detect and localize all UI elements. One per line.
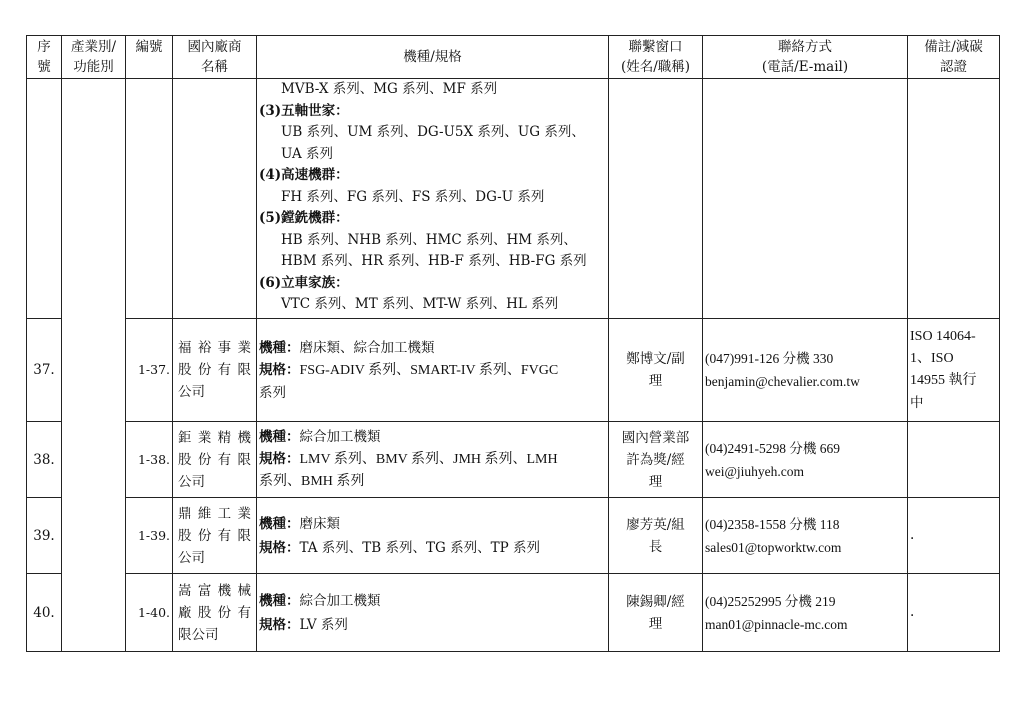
spec-label: 規格： [259, 451, 300, 467]
company-cell: 福裕事業 股份有限 公司 [173, 319, 257, 422]
model-label: 機種： [259, 592, 300, 609]
table-row [27, 422, 1000, 498]
note-cell [908, 574, 1000, 652]
models-cell [257, 319, 609, 422]
spec-value: LMV 系列、BMV 系列、JMH 系列、LMH [299, 452, 558, 467]
company-cell: 嵩富機械 廠股份有 限公司 [173, 574, 257, 652]
spec-line: MVB-X 系列、MG 系列、MF 系列 [281, 81, 498, 97]
email-link[interactable]: wei@jiuhyeh.com [705, 463, 805, 479]
spec-label: 規格： [259, 616, 300, 633]
spec-label: 規格： [259, 539, 300, 556]
spec-value-cont: 系列 [259, 384, 286, 401]
models-cell [257, 498, 609, 574]
spec-line: HBM 系列、HR 系列、HB-F 系列、HB-FG 系列 [281, 253, 587, 269]
header-seq: 序 號 [27, 36, 62, 79]
seq-cell: 37. [27, 319, 62, 422]
table-row [27, 574, 1000, 652]
model-value: 綜合加工機類 [299, 592, 381, 609]
code-cell: 1-37. [126, 319, 173, 422]
spec-label: 規格： [259, 361, 300, 378]
header-row [27, 36, 1000, 79]
email-link[interactable]: benjamin@chevalier.com.tw [705, 374, 860, 389]
spec-group-heading: (5)鏜銑機群： [259, 210, 349, 226]
header-contact: 聯絡方式 (電話/E-mail) [703, 36, 908, 79]
spec-line: UA 系列 [281, 145, 334, 162]
spec-value: TA 系列、TB 系列、TG 系列、TP 系列 [299, 539, 540, 556]
header-window: 聯繫窗口 (姓名/職稱) [609, 36, 703, 79]
industry-cell [62, 79, 126, 652]
table-row-continued [27, 79, 1000, 319]
spec-group-heading: (3)五軸世家： [259, 102, 349, 119]
window-cell: 國內營業部 許為獎/經 理 [609, 422, 703, 498]
spec-value-cont: 系列、BMH 系列 [259, 474, 365, 489]
company-cell: 鉅業精機 股份有限 公司 [173, 422, 257, 498]
window-cell: 廖芳英/組 長 [609, 498, 703, 574]
phone: (047)991-126 分機 330 [705, 351, 834, 366]
window-cell: 鄭博文/副 理 [609, 319, 703, 422]
note-mark: . [910, 604, 915, 620]
models-cell [257, 422, 609, 498]
note-cell [908, 498, 1000, 574]
spec-line: FH 系列、FG 系列、FS 系列、DG-U 系列 [281, 188, 545, 205]
spec-value: FSG-ADIV 系列、SMART-IV 系列、FVGC [299, 362, 559, 378]
contact-cell [703, 574, 908, 652]
header-industry: 產業別/ 功能別 [62, 36, 126, 79]
continued-models-cell [257, 79, 609, 319]
seq-cell: 39. [27, 498, 62, 574]
model-value: 磨床類 [299, 515, 340, 532]
company-cell: 鼎維工業 股份有限 公司 [173, 498, 257, 574]
code-cell: 1-38. [126, 422, 173, 498]
spec-group-heading: (6)立車家族： [259, 274, 349, 291]
model-label: 機種： [259, 429, 300, 445]
code-cell: 1-40. [126, 574, 173, 652]
table-row [27, 319, 1000, 422]
header-note: 備註/減碳 認證 [908, 36, 1000, 79]
phone: (04)25252995 分機 219 [705, 593, 836, 609]
note-cell [908, 422, 1000, 498]
spec-group-heading: (4)高速機群： [259, 167, 349, 183]
phone: (04)2358-1558 分機 118 [705, 516, 840, 532]
header-company: 國內廠商 名稱 [173, 36, 257, 79]
phone: (04)2491-5298 分機 669 [705, 440, 840, 456]
spec-line: UB 系列、UM 系列、DG-U5X 系列、UG 系列、 [281, 124, 585, 140]
contact-cell [703, 319, 908, 422]
note-cell: ISO 14064- 1、ISO 14955 執行 中 [908, 319, 1000, 422]
models-cell [257, 574, 609, 652]
code-cell: 1-39. [126, 498, 173, 574]
model-label: 機種： [259, 339, 300, 356]
header-code: 編號 [126, 36, 173, 79]
email-link[interactable]: sales01@topworktw.com [705, 539, 842, 555]
note-mark: . [910, 527, 915, 543]
email-link[interactable]: man01@pinnacle-mc.com [705, 616, 848, 632]
seq-cell: 38. [27, 422, 62, 498]
window-cell: 陳錫卿/經 理 [609, 574, 703, 652]
vendor-table [26, 35, 1000, 652]
model-value: 綜合加工機類 [299, 429, 381, 445]
spec-line: VTC 系列、MT 系列、MT-W 系列、HL 系列 [281, 296, 559, 312]
contact-cell [703, 498, 908, 574]
model-value: 磨床類、綜合加工機類 [299, 339, 435, 356]
spec-value: LV 系列 [299, 616, 348, 633]
header-models: 機種/規格 [257, 36, 609, 79]
seq-cell: 40. [27, 574, 62, 652]
contact-cell [703, 422, 908, 498]
spec-line: HB 系列、NHB 系列、HMC 系列、HM 系列、 [281, 231, 577, 248]
table-row [27, 498, 1000, 574]
model-label: 機種： [259, 515, 300, 532]
